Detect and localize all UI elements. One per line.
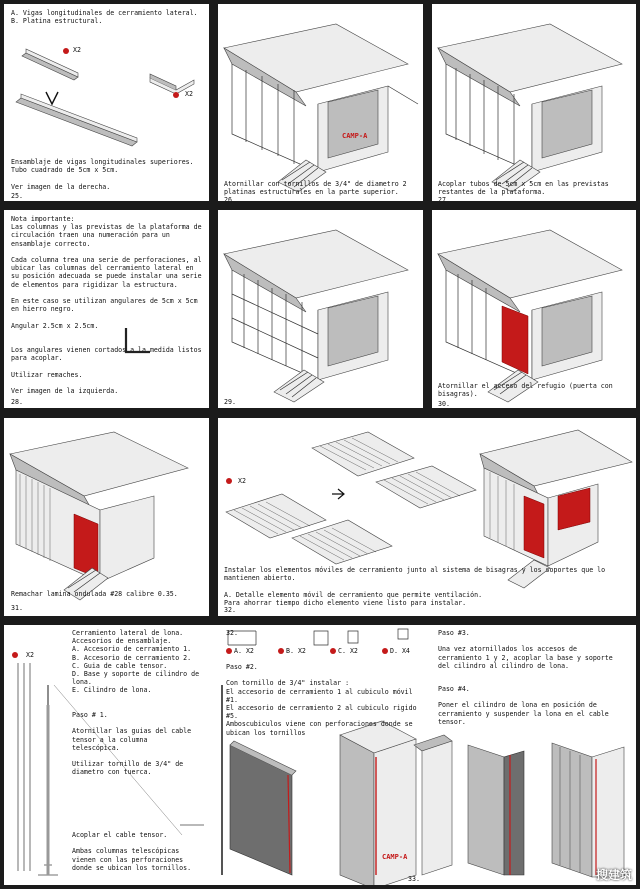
panel-25-header: A. Vigas longitudinales de cerramiento lateral. B. Platina estructural. — [11, 9, 198, 26]
qty-beam-a: X2 — [73, 46, 81, 54]
panel-33-step4: Paso #4. Poner el cilindro de lona en posición de cerramiento y suspender la lona en el cable tensor. — [438, 685, 609, 726]
qty-movable-panel: X2 — [238, 477, 246, 485]
panel-30-body: Atornillar el acceso del refugio (puerta con bisagras). — [438, 382, 613, 399]
panel-33-intro: Cerramiento lateral de lona. Accesorios de ensamblaje. A. Accesorio de cerramiento 1. B. Accesorio de cerramiento 2. C. Guia de cable tensor. D. Base y soporte de cilindro de lona. E. Cilindro de lona. — [72, 629, 200, 695]
legend-item-b: B. X2 — [278, 647, 306, 655]
accessory-legend — [226, 647, 426, 657]
house-illustration-29 — [218, 210, 423, 408]
panel-33-number-33: 33. — [408, 875, 420, 883]
panel-27 — [432, 4, 636, 201]
qty-platina-b: X2 — [185, 90, 193, 98]
house-illustration-31 — [4, 418, 209, 616]
panel-31 — [4, 418, 209, 616]
house-illustration-27 — [432, 4, 636, 201]
panel-27-body: Acoplar tubos de 5cm x 5cm en las previstas restantes de la plataforma. — [438, 180, 609, 197]
qty-canvas-closure: X2 — [26, 651, 34, 659]
panel-29-number: 29. — [224, 398, 236, 406]
panel-32 — [218, 418, 636, 616]
panel-28 — [4, 210, 209, 408]
house-illustration-30 — [432, 210, 636, 408]
panel-33-step1: Paso # 1. Atornillar las guias del cable tensor a la columna telescópica. Utilizar tornillo de 3/4" de diametro con tuerca. — [72, 711, 192, 777]
panel-31-body: Remachar lamina ondulada #28 calibre 0.35. — [11, 590, 178, 598]
panel-31-number: 31. — [11, 604, 23, 612]
panel-27-number: 27. — [438, 196, 450, 201]
panel-28-body: Nota importante: Las columnas y las previstas de la plataforma de circulación traen una numeración para un ensamblaje correcto. Cada columna trea una serie de perforaciones, al ubicar las columnas del cerramiento lateral en su posición adecuada se puede instalar una serie de elementos para rigidizar la estructura. En este caso se utilizan angulares de 5cm x 5cm en hierro negro. Angular 2.5cm x 2.5cm. Los angulares vienen cortados a la medida listos para acoplar. Utilizar remaches. Ver imagen de la izquierda. — [11, 215, 202, 396]
panel-30 — [432, 210, 636, 408]
panel-25-body: Ensamblaje de vigas longitudinales superiores. Tubo cuadrado de 5cm x 5cm. Ver imagen de la derecha. — [11, 158, 194, 191]
house-illustration-26 — [218, 4, 423, 201]
brand-label-bottom: CAMP-A — [382, 853, 408, 861]
angle-profile-icon — [4, 210, 209, 408]
panel-33 — [4, 625, 636, 885]
panel-26-number: 26. — [224, 196, 236, 201]
door-panel — [502, 306, 528, 374]
panel-32-body: Instalar los elementos móviles de cerramiento junto al sistema de bisagras y los soportes que lo mantienen abierto. A. Detalle elemento móvil de cerramiento que permite ventilación. Para ahorrar tiempo dicho elemento viene listo para instalar. — [224, 566, 606, 607]
panel-30-number: 30. — [438, 400, 450, 408]
panel-33-number-32: 32. — [226, 629, 238, 637]
panel-32-number: 32. — [224, 606, 236, 614]
legend-item-c: C. X2 — [330, 647, 358, 655]
panel-28-number: 28. — [11, 398, 23, 406]
panel-26 — [218, 4, 423, 201]
watermark: 搜建筑 — [595, 868, 632, 882]
brand-label: CAMP-A — [342, 132, 368, 140]
panel-25-number: 25. — [11, 192, 23, 200]
legend-item-d: D. X4 — [382, 647, 410, 655]
panel-33-step3: Paso #3. Una vez atornillados los accesos de cerramiento 1 y 2, acoplar la base y soporte del cilindro al cilindro de lona. — [438, 629, 613, 670]
legend-item-a: A. X2 — [226, 647, 254, 655]
panel-26-body: Atornillar con tornillos de 3/4" de diametro 2 platinas estructurales en la parte superior. — [224, 180, 407, 197]
panel-33-step1b: Acoplar el cable tensor. Ambas columnas telescópicas vienen con las perforaciones donde se ubican los tornillos. — [72, 831, 192, 872]
panel-29 — [218, 210, 423, 408]
panel-33-step2: Paso #2. Con tornillo de 3/4" instalar : El accesorio de cerramiento 1 al cubiculo móvil #1. El accesorio de cerramiento 2 al cubiculo rigido #5. Amboscubiculos viene con perforaciones donde se ubican los tornillos — [226, 663, 417, 737]
panel-25 — [4, 4, 209, 201]
